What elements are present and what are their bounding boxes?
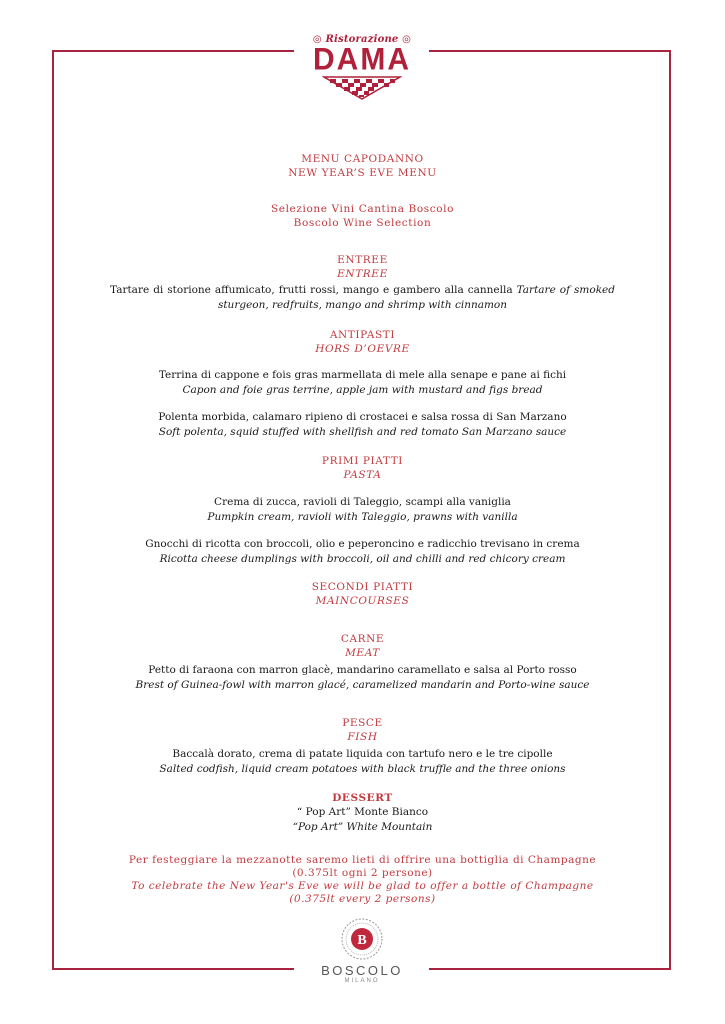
logo-title: DAMA — [313, 42, 411, 77]
section-primi-heading: PRIMI PIATTI PASTA — [321, 455, 404, 481]
logo-dot-icon: ◎ — [402, 34, 412, 45]
logo-subtitle: ◎ Ristorazione ◎ — [312, 34, 412, 45]
svg-text:B: B — [357, 933, 367, 948]
antipasti-dish: Terrina di cappone e fois gras marmellata di mele alla senape e pane ai fichi Capon and foie gras terrine, apple jam with mustard and figs bread — [158, 369, 567, 396]
boscolo-wordmark: BOSCOLO — [321, 963, 403, 978]
section-dessert-heading: DESSERT — [332, 792, 393, 804]
logo-dot-icon: ◎ — [312, 34, 322, 45]
section-secondi-heading: SECONDI PIATTI MAINCOURSES — [311, 581, 414, 607]
antipasti-dish: Polenta morbida, calamaro ripieno di crostacei e salsa rossa di San Marzano Soft polenta, squid stuffed with shellfish and red tomato San Marzano sauce — [158, 411, 567, 438]
pesce-dish: Baccalà dorato, crema di patate liquida con tartufo nero e le tre cipolle Salted codfish, liquid cream potatoes with black truffle and the three onions — [159, 748, 566, 775]
boscolo-city: MILANO — [344, 978, 380, 984]
boscolo-emblem-icon — [340, 917, 384, 961]
checkerboard-emblem-icon — [322, 75, 402, 101]
boscolo-logo — [312, 917, 412, 984]
primi-dish: Gnocchi di ricotta con broccoli, olio e peperoncino e radicchio trevisano in crema Ricotta cheese dumplings with broccoli, oil and chilli and red chicory cream — [145, 538, 580, 565]
section-pesce-heading: PESCE FISH — [342, 717, 383, 743]
champagne-note: Per festeggiare la mezzanotte saremo lieti di offrire una bottiglia di Champagne (0.375lt ogni 2 persone) To celebrate the New Year's Eve we will be glad to offer a bottle of Champagne (0.375lt every 2 persons) — [128, 854, 597, 905]
dessert-dish: “ Pop Art” Monte Bianco “Pop Art” White Mountain — [292, 806, 433, 833]
carne-dish: Petto di faraona con marron glacè, mandarino caramellato e salsa al Porto rosso Brest of Guinea-fowl with marron glacé, caramelized mandarin and Porto-wine sauce — [135, 664, 590, 691]
dama-logo — [312, 34, 412, 114]
section-antipasti-heading: ANTIPASTI HORS D’OEVRE — [315, 329, 410, 355]
primi-dish: Crema di zucca, ravioli di Taleggio, scampi alla vaniglia Pumpkin cream, ravioli with Taleggio, prawns with vanilla — [207, 496, 518, 523]
menu-title: MENU CAPODANNO NEW YEAR’S EVE MENU — [288, 153, 437, 179]
section-carne-heading: CARNE MEAT — [340, 633, 385, 659]
entree-dish: Tartare di storione affumicato, frutti rossi, mango e gambero alla cannella Tartare of smoked sturgeon, redfruits, mango and shrimp with cinnamon — [110, 284, 615, 311]
wine-selection: Selezione Vini Cantina Boscolo Boscolo Wine Selection — [270, 203, 455, 229]
section-entree-heading: ENTREE ENTREE — [337, 254, 388, 280]
